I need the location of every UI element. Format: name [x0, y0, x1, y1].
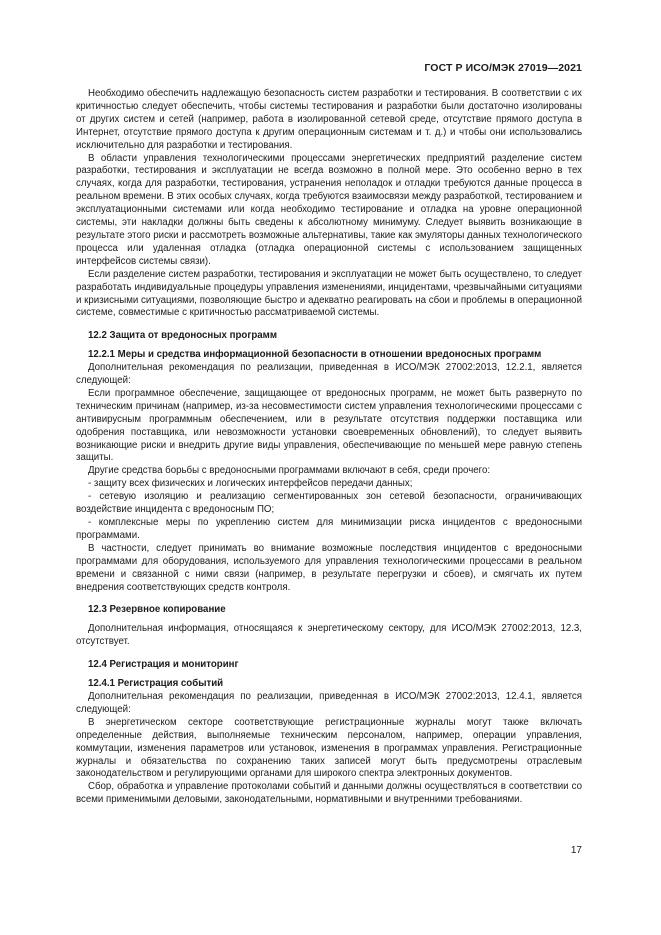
list-item: - сетевую изоляцию и реализацию сегментированных зон сетевой безопасности, ограничивающих воздействие инцидента с вредоносным ПО;	[76, 491, 582, 516]
standard-designation-header: ГОСТ Р ИСО/МЭК 27019—2021	[424, 62, 582, 74]
section-heading-12-3: 12.3 Резервное копирование	[88, 604, 226, 616]
body-paragraph: Сбор, обработка и управление протоколами событий и данными должны осуществляться в соответствии со всеми применимыми деловыми, законодательными, нормативными и внутренними требованиями.	[76, 781, 582, 806]
body-paragraph: Другие средства борьбы с вредоносными программами включают в себя, среди прочего:	[88, 465, 491, 477]
body-paragraph: Необходимо обеспечить надлежащую безопасность систем разработки и тестирования. В соответствии с их критичностью следует обеспечить, чтобы системы тестирования и разработки были достаточно изолированы от других систем и сетей (например, работа в изолированной сетевой среде, отсутствие прямого доступа в Интернет, отсутствие прямого доступа к другим операционным системам и т. д.) и чтобы они использовались исключительно для разработки и тестирования.	[76, 88, 582, 151]
section-heading-12-2: 12.2 Защита от вредоносных программ	[88, 330, 277, 342]
body-paragraph: Дополнительная информация, относящаяся к энергетическому сектору, для ИСО/МЭК 27002:2013, 12.3, отсутствует.	[76, 623, 582, 648]
subsection-heading-12-4-1: 12.4.1 Регистрация событий	[88, 678, 224, 690]
section-heading-12-4: 12.4 Регистрация и мониторинг	[88, 659, 239, 671]
body-paragraph: Дополнительная рекомендация по реализации, приведенная в ИСО/МЭК 27002:2013, 12.4.1, является следующей:	[76, 690, 582, 715]
body-paragraph: В частности, следует принимать во внимание возможные последствия инцидентов с вредоносными программами для оборудования, используемого для управления технологическими процессами в реальном времени и связанной с ними связи (например, в результате перегрузки и сбоев), и смягчать их путем внедрения соответствующих средств контроля.	[76, 542, 582, 593]
page-number: 17	[570, 845, 582, 856]
body-paragraph: Если программное обеспечение, защищающее от вредоносных программ, не может быть развернуто по техническим причинам (например, из-за несовместимости систем управления технологическими процессами с антивирусным программным обеспечением, или в результате отсутствия поддержки поставщика или одобрения поставщика, или невозможности установки своевременных обновлений), то следует выявить возникающие риски и внедрить другие виды управления, обеспечивающие по меньшей мере равную степень защиты.	[76, 387, 582, 464]
body-paragraph: Дополнительная рекомендация по реализации, приведенная в ИСО/МЭК 27002:2013, 12.2.1, является следующей:	[76, 362, 582, 387]
page-content	[76, 88, 582, 807]
list-item: - защиту всех физических и логических интерфейсов передачи данных;	[88, 478, 413, 490]
body-paragraph: В энергетическом секторе соответствующие регистрационные журналы могут также включать определенные действия, выполняемые техническим персоналом, например, операции управления, коммутации, изменения параметров или установок, изменения в программах управления. Регистрационные журналы и обязательства по сохранению таких записей могут быть предусмотрены отраслевым законодательством и регулирующими органами для широкого спектра электронных документов.	[76, 716, 582, 780]
body-paragraph: Если разделение систем разработки, тестирования и эксплуатации не может быть осуществлено, то следует разработать индивидуальные процедуры управления изменениями, инцидентами, чрезвычайными ситуациями и кризисными ситуациями, позволяющие быстро и адекватно реагировать на сбои и проблемы в операционной системе, совместимые с критичностью рассматриваемой системы.	[76, 268, 582, 319]
body-paragraph: В области управления технологическими процессами энергетических предприятий разделение систем разработки, тестирования и эксплуатации не всегда возможно в полной мере. Это особенно верно в тех случаях, когда для разработки, тестирования, устранения неполадок и отладки требуются данные процесса в реальном времени. В этих особых случаях, когда требуются взаимосвязи между разработкой, тестированием и эксплуатационными системами или когда необходимо тестирование и отладка на уровне операционной системы, эти накладки должны быть сведены к абсолютному минимуму. Следует выявить возникающие в результате этого риски и рассмотреть возможные альтернативы, такие как эмуляторы данных технологического процесса или удаленная отладка (отладка операционной системы с использованием защищенных интерфейсов системы связи).	[76, 152, 582, 267]
subsection-heading-12-2-1: 12.2.1 Меры и средства информационной безопасности в отношении вредоносных программ	[88, 349, 542, 361]
list-item: - комплексные меры по укреплению систем для минимизации риска инцидентов с вредоносными программами.	[76, 517, 582, 541]
